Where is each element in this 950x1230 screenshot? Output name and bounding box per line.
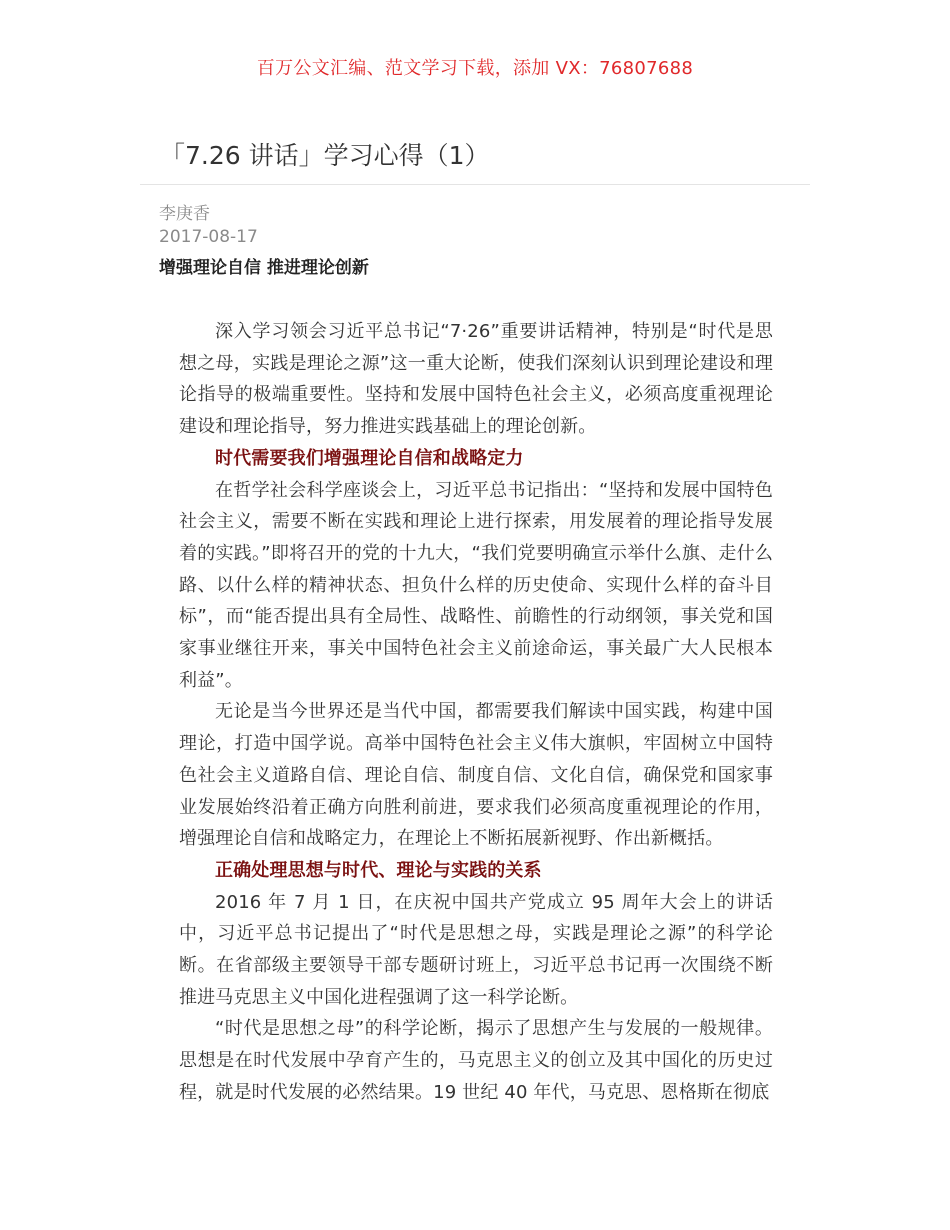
- paragraph: “时代是思想之母”的科学论断，揭示了思想产生与发展的一般规律。思想是在时代发展中孕育产生的，马克思主义的创立及其中国化的历史过程，就是时代发展的必然结果。19 世纪 40 年代，马克思、恩格斯在彻底: [179, 1018, 773, 1103]
- article-subtitle: 增强理论自信 推进理论创新: [159, 258, 369, 278]
- section-heading: 时代需要我们增强理论自信和战略定力: [215, 447, 524, 469]
- author-name: 李庚香: [159, 204, 210, 224]
- paragraph: 2016 年 7 月 1 日，在庆祝中国共产党成立 95 周年大会上的讲话中，习近平总书记提出了“时代是思想之母，实践是理论之源”的科学论断。在省部级主要领导干部专题研讨班上，习近平总书记再一次围绕不断推进马克思主义中国化进程强调了这一科学论断。: [179, 891, 773, 1008]
- promo-banner: 百万公文汇编、范文学习下载，添加 VX：76807688: [256, 58, 694, 79]
- page-title: 「7.26 讲话」学习心得（1）: [160, 141, 490, 170]
- section-heading: 正确处理思想与时代、理论与实践的关系: [215, 859, 542, 881]
- article-body: [179, 316, 773, 1109]
- paragraph: 无论是当今世界还是当代中国，都需要我们解读中国实践，构建中国理论，打造中国学说。高举中国特色社会主义伟大旗帜，牢固树立中国特色社会主义道路自信、理论自信、制度自信、文化自信，确保党和国家事业发展始终沿着正确方向胜利前进，要求我们必须高度重视理论的作用，增强理论自信和战略定力，在理论上不断拓展新视野、作出新概括。: [179, 701, 773, 850]
- paragraph: 在哲学社会科学座谈会上，习近平总书记指出：“坚持和发展中国特色社会主义，需要不断在实践和理论上进行探索，用发展着的理论指导发展着的实践。”即将召开的党的十九大，“我们党要明确宣示举什么旗、走什么路、以什么样的精神状态、担负什么样的历史使命、实现什么样的奋斗目标”，而“能否提出具有全局性、战略性、前瞻性的行动纲领，事关党和国家事业继往开来，事关中国特色社会主义前途命运，事关最广大人民根本利益”。: [179, 479, 773, 691]
- paragraph: 深入学习领会习近平总书记“7·26”重要讲话精神，特别是“时代是思想之母，实践是理论之源”这一重大论断，使我们深刻认识到理论建设和理论指导的极端重要性。坚持和发展中国特色社会主义，必须高度重视理论建设和理论指导，努力推进实践基础上的理论创新。: [179, 321, 773, 438]
- title-divider: [140, 184, 810, 185]
- publish-date: 2017-08-17: [159, 227, 258, 247]
